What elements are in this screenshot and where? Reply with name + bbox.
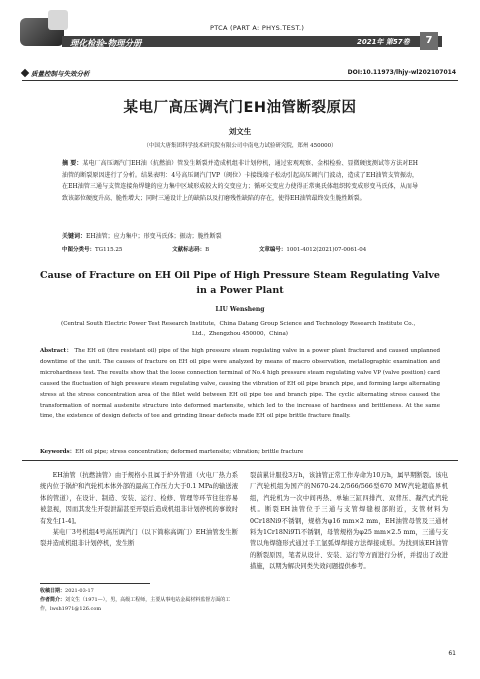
- clc-value: TG115.25: [95, 247, 123, 253]
- clc-label: 中图分类号：: [62, 247, 96, 253]
- body-paragraph: 裂前累计服役3万h，该油管正常工作寿命为10万h，属早期断裂。该电厂汽轮机组为国产的N670-24.2/566/566型670 MW汽轮超临界机组，汽轮机为一次中间再热、单轴三缸四排汽、双背压、凝汽式汽轮机。断裂EH油管位于三通与支管焊缝根部附近，支管材料为0Cr18Ni9不锈钢，规格为φ16 mm×2 mm，EH油管母管及三通材料为1Cr18Ni9Ti不锈钢，母管规格为φ25 mm×2.5 mm，三通与支管以角焊缝形式通过手工氩弧焊焊接方法焊接成形。为找到该EH油管的断裂原因，笔者从设计、安装、运行等方面进行分析，并提出了改进措施，以期为解决同类失效问题提供参考。: [250, 472, 448, 571]
- chinese-keywords-text: EH油管；应力集中；形变马氏体；振动；脆性断裂: [86, 233, 222, 240]
- journal-header: [0, 0, 480, 58]
- chinese-abstract: [62, 158, 418, 204]
- article-number: [259, 247, 390, 253]
- chinese-affiliation: （中国大唐集团科学技术研究院有限公司中南电力试验研究院，郑州 450000）: [143, 143, 337, 149]
- english-keywords-label: Keywords：: [40, 449, 76, 455]
- chinese-keywords: [62, 231, 418, 240]
- top-divider: [22, 80, 458, 81]
- article-no-value: 1001-4012(2021)07-0061-04: [286, 247, 367, 253]
- page-number: 61: [448, 650, 456, 657]
- english-keywords-text: EH oil pipe; stress concentration; deformed martensite; vibration; brittle fracture: [75, 449, 304, 455]
- document-code: [172, 247, 233, 253]
- author-bio: [40, 596, 238, 614]
- english-affiliation: (Central South Electric Power Test Research Institute，China Datang Group Science and Technology Research Institute Co.，Ltd.，Zhengzhou 450000，China): [61, 321, 419, 337]
- english-abstract-label: Abstract：: [40, 348, 73, 354]
- journal-brand: 理化检验-物理分册: [70, 39, 142, 49]
- classification-line: [62, 245, 418, 253]
- article-no-label: 文章编号：: [258, 247, 287, 253]
- body-column-right: [250, 470, 448, 573]
- english-abstract: [40, 346, 440, 422]
- body-paragraph: EH油管（抗燃油管）由于规格小且属于炉外管道（火电厂热力系统内位于锅炉和汽轮机本体外部的最高工作压力大于0.1 MPa的输送液体的管道），在设计、制造、安装、运行、检修、管理等环节往往容易被忽视，因而其发生开裂泄漏甚至开裂后造成机组非计划停机的事故时有发生[1-4]。: [40, 472, 238, 525]
- doc-code-value: B: [205, 247, 210, 253]
- chinese-abstract-text: 某电厂高压调汽门EH油（抗燃油）管发生断裂并造成机组非计划停机，通过宏观观察、金相检验、显微硬度测试等方法对EH油管的断裂原因进行了分析。结果表明：4号高压调汽门VP（阀位）卡接线端子松动引起高压调汽门波动，造成了EH油管支管振动，在EH油管三通与支管连接角焊缝的应力集中区域形成较大的交变应力；循环交变应力使得正常奥氏体组织转变成形变马氏体，从而导致该部位硬度升高、脆性增大；同时三通设计上的缺陷以及打磨残性缺陷的存在，使得EH油管最终发生脆性断裂。: [62, 160, 418, 202]
- chinese-abstract-label: 摘 要：: [62, 160, 83, 167]
- chinese-title: 某电厂高压调汽门EH油管断裂原因: [123, 100, 357, 116]
- english-abstract-text: The EH oil (fire resistant oil) pipe of the high pressure steam regulating valve in a power plant fractured and caused unplanned downtime of the unit. The causes of fracture on EH oil pipe were analyzed by means of macro observation, metallographic examination and microhardness test. The results show that the loose connection terminal of No.4 high pressure steam regulating valve VP (valve position) card caused the fluctuation of high pressure steam regulating valve, causing the vibration of EH oil pipe branch pipe, and forming large alternating stress at the stress concentration area of the fillet weld between EH oil pipe tee and branch pipe. The cyclic alternating stress caused the transformation of normal austenite structure into deformed martensite, which led to the increase of hardness and brittleness. At the same time, the existence of design defects of tee and grinding linear defects made EH oil pipe brittle fracture finally.: [40, 348, 440, 420]
- chinese-keywords-label: 关键词：: [62, 233, 87, 240]
- section-label: [22, 69, 90, 78]
- clc-number: [62, 247, 146, 253]
- english-author: LIU Wensheng: [215, 306, 265, 313]
- chinese-author: 刘文生: [228, 127, 252, 136]
- received-date: [40, 587, 238, 596]
- journal-name: PTCA (PART A: PHYS.TEST.): [210, 24, 305, 32]
- body-divider: [22, 460, 458, 461]
- doi: DOI:10.11973/lhjy-wl202107014: [347, 69, 456, 76]
- journal-issue: 7: [420, 32, 438, 50]
- english-keywords: [40, 447, 440, 455]
- diamond-bullet-icon: [21, 69, 29, 77]
- received-value: 2021-03-17: [65, 588, 94, 594]
- doc-code-label: 文献标志码：: [172, 247, 206, 253]
- footnote-divider: [40, 583, 150, 584]
- english-title: Cause of Fracture on EH Oil Pipe of High Pressure Steam Regulating Valve in a Power Plant: [40, 270, 440, 296]
- body-column-left: [40, 470, 238, 550]
- body-paragraph: 某电厂3号机组4号高压调汽门（以下简称高调门）EH油管发生断裂并造成机组非计划停机，发生断: [40, 529, 238, 548]
- section-label-text: 质量控制与失效分析: [31, 70, 90, 78]
- author-bio-label: 作者简介：: [40, 597, 66, 603]
- journal-logo-accent: [48, 10, 68, 30]
- received-label: 收稿日期：: [40, 588, 66, 594]
- author-bio-text: 刘文生（1971—），男，高级工程师，主要从事电站金属材料监督方面的工作，lwsh1971@126.com: [40, 597, 231, 612]
- journal-volume: 2021年 第57卷: [357, 38, 410, 46]
- footnote: [40, 587, 238, 614]
